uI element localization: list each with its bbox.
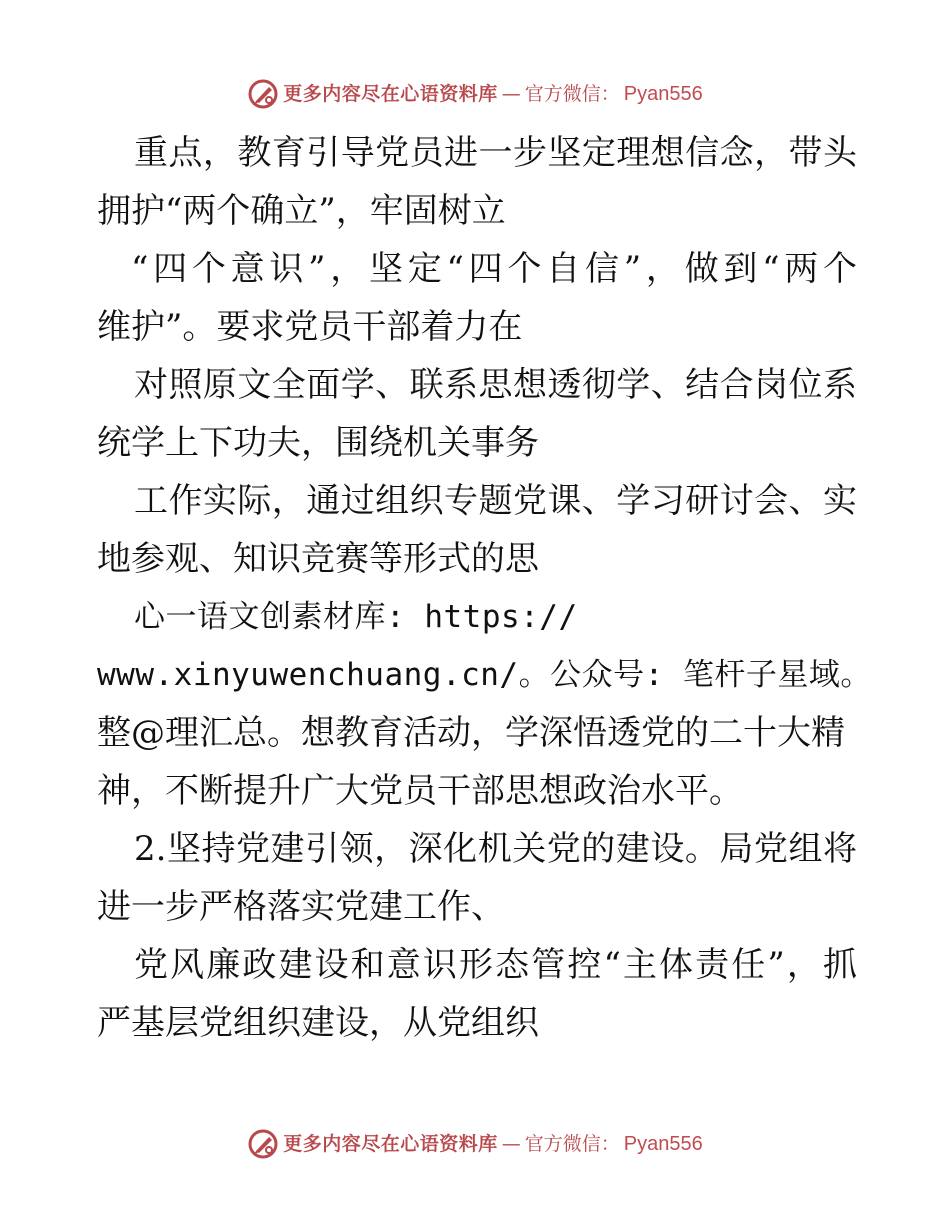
quill-logo-icon: [247, 1128, 279, 1160]
banner-site-text: 更多内容尽在心语资料库: [283, 1133, 498, 1155]
header-watermark-banner: [0, 78, 950, 110]
body-line-url-start: 心一语文创素材库: https://: [134, 599, 578, 635]
banner-dash: —: [501, 1133, 521, 1155]
body-line: 维护”。要求党员干部着力在: [97, 307, 523, 347]
banner-dash: —: [501, 83, 521, 105]
body-line: 工作实际，通过组织专题党课、学习研讨会、实: [134, 481, 857, 521]
body-line: “四个意识”，坚定“四个自信”，做到“两个: [131, 249, 857, 289]
banner-wechat-label: 官方微信：: [524, 1133, 620, 1155]
body-line: 统学上下功夫，围绕机关事务: [97, 423, 539, 463]
body-line: 整@理汇总。想教育活动，学深悟透党的二十大精: [97, 713, 845, 753]
quill-logo-icon: [247, 78, 279, 110]
body-line: 神，不断提升广大党员干部思想政治水平。: [97, 771, 743, 811]
body-line: 地参观、知识竞赛等形式的思: [97, 539, 539, 579]
body-line: 严基层党组织建设，从党组织: [97, 1003, 539, 1043]
body-line: 对照原文全面学、联系思想透彻学、结合岗位系: [134, 365, 857, 405]
banner-wechat-label: 官方微信：: [524, 83, 620, 105]
banner-wechat-id: Pyan556: [623, 83, 703, 105]
body-line: 拥护“两个确立”，牢固树立: [97, 191, 506, 231]
footer-watermark-banner: [0, 1128, 950, 1160]
document-body: [97, 124, 872, 1052]
banner-site-text: 更多内容尽在心语资料库: [283, 83, 498, 105]
body-line: 进一步严格落实党建工作、: [97, 887, 505, 927]
body-line: 党风廉政建设和意识形态管控“主体责任”，抓: [134, 945, 857, 985]
body-line: 2.坚持党建引领，深化机关党的建设。局党组将: [134, 829, 857, 869]
body-line: 重点，教育引导党员进一步坚定理想信念，带头: [134, 133, 857, 173]
body-line-url: www.xinyuwenchuang.cn/。公众号: 笔杆子星域。: [97, 657, 872, 693]
banner-wechat-id: Pyan556: [623, 1133, 703, 1155]
